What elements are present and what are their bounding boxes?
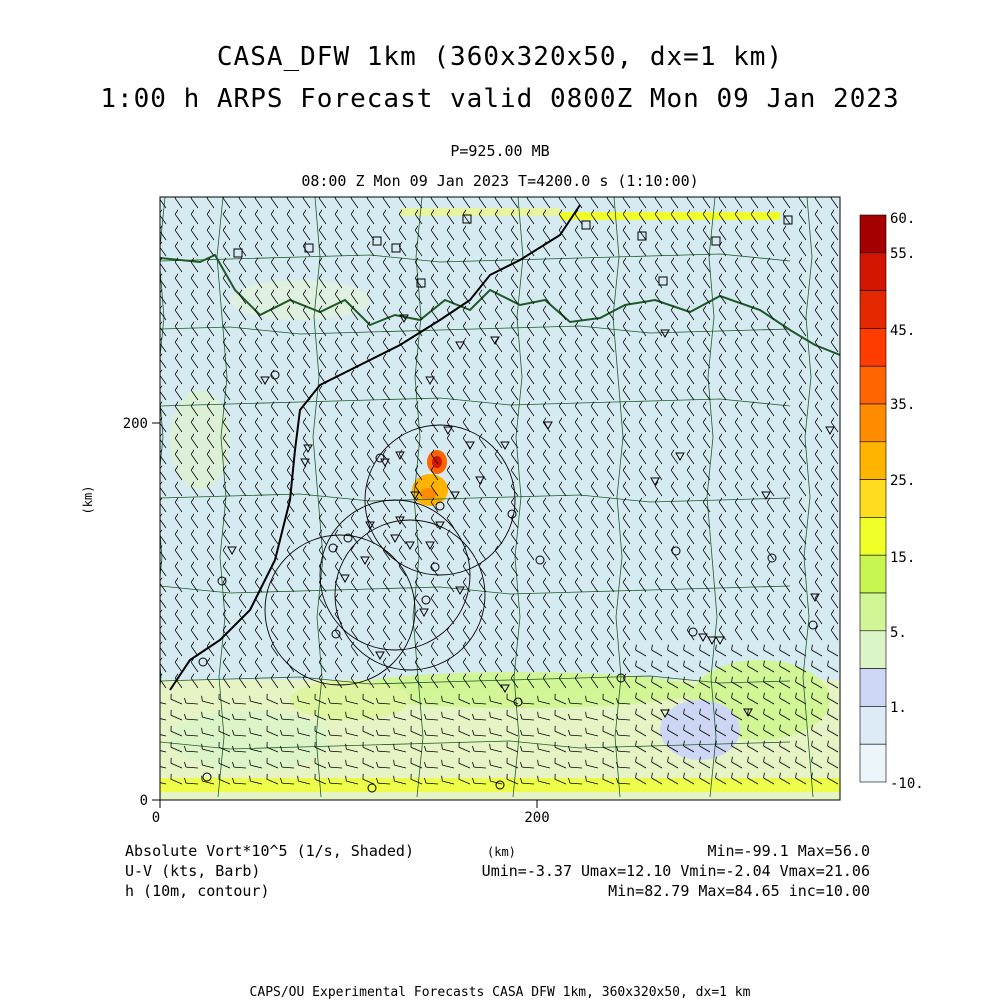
colorbar bbox=[860, 211, 924, 792]
colorbar-swatch bbox=[860, 291, 886, 329]
stats-vorticity: Min=-99.1 Max=56.0 bbox=[707, 842, 870, 860]
colorbar-swatch bbox=[860, 744, 886, 782]
colorbar-swatch bbox=[860, 253, 886, 291]
pressure-level: P=925.00 MB bbox=[450, 142, 550, 160]
colorbar-swatch bbox=[860, 215, 886, 253]
colorbar-swatch bbox=[860, 328, 886, 366]
colorbar-swatch bbox=[860, 555, 886, 593]
stats-wind: Umin=-3.37 Umax=12.10 Vmin=-2.04 Vmax=21.06 bbox=[481, 862, 870, 880]
colorbar-label: 15. bbox=[890, 550, 916, 566]
field-label-vorticity: Absolute Vort*10^5 (1/s, Shaded) bbox=[125, 842, 414, 860]
y-axis-unit: (km) bbox=[81, 485, 95, 515]
colorbar-swatch bbox=[860, 480, 886, 518]
colorbar-label: 55. bbox=[890, 246, 916, 262]
colorbar-swatch bbox=[860, 593, 886, 631]
colorbar-label: 35. bbox=[890, 397, 916, 413]
colorbar-label: 60. bbox=[890, 211, 916, 227]
field-label-height: h (10m, contour) bbox=[125, 882, 270, 900]
colorbar-swatch bbox=[860, 706, 886, 744]
colorbar-label: 45. bbox=[890, 323, 916, 339]
x-axis-unit: (km) bbox=[487, 845, 516, 859]
colorbar-label: -10. bbox=[890, 776, 924, 792]
x-tick-0: 0 bbox=[151, 810, 161, 826]
colorbar-swatch bbox=[860, 517, 886, 555]
y-tick-200: 200 bbox=[122, 416, 148, 432]
colorbar-swatch bbox=[860, 366, 886, 404]
colorbar-label: 25. bbox=[890, 473, 916, 489]
colorbar-swatch bbox=[860, 669, 886, 707]
colorbar-swatch bbox=[860, 442, 886, 480]
plot-area bbox=[152, 194, 842, 800]
valid-time: 08:00 Z Mon 09 Jan 2023 T=4200.0 s (1:10:00) bbox=[301, 172, 699, 190]
y-tick-0: 0 bbox=[139, 793, 148, 809]
title-line-2: 1:00 h ARPS Forecast valid 0800Z Mon 09 Jan 2023 bbox=[100, 84, 900, 114]
colorbar-swatch bbox=[860, 631, 886, 669]
field-label-wind: U-V (kts, Barb) bbox=[125, 862, 261, 880]
colorbar-swatch bbox=[860, 404, 886, 442]
stats-height: Min=82.79 Max=84.65 inc=10.00 bbox=[608, 882, 870, 900]
footer-credit: CAPS/OU Experimental Forecasts CASA DFW 1km, 360x320x50, dx=1 km bbox=[249, 985, 751, 1000]
x-tick-200: 200 bbox=[524, 810, 550, 826]
colorbar-label: 1. bbox=[890, 700, 907, 716]
title-line-1: CASA_DFW 1km (360x320x50, dx=1 km) bbox=[216, 42, 784, 72]
colorbar-label: 5. bbox=[890, 625, 907, 641]
